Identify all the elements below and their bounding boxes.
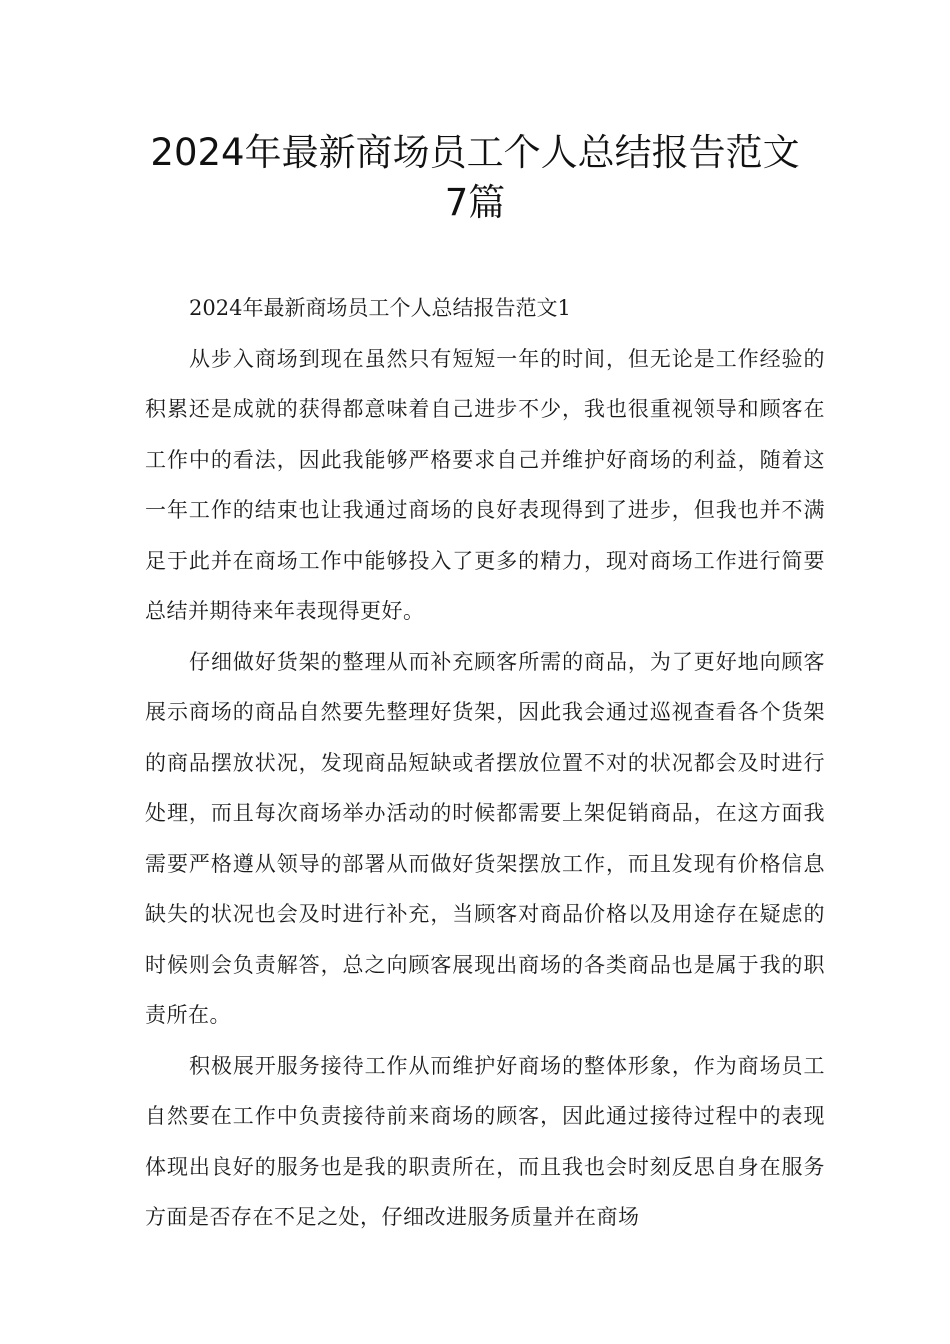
title-line-1: 2024年最新商场员工个人总结报告范文 xyxy=(150,131,800,174)
paragraph-1: 从步入商场到现在虽然只有短短一年的时间，但无论是工作经验的积累还是成就的获得都意味着自己进步不少，我也很重视领导和顾客在工作中的看法，因此我能够严格要求自己并维护好商场的利益，随着这一年工作的结束也让我通过商场的良好表现得到了进步，但我也并不满足于此并在商场工作中能够投入了更多的精力，现对商场工作进行简要总结并期待来年表现得更好。 xyxy=(145,346,825,623)
document-body xyxy=(145,283,825,1243)
title-line-2: 7篇 xyxy=(444,181,506,224)
paragraph-2: 仔细做好货架的整理从而补充顾客所需的商品，为了更好地向顾客展示商场的商品自然要先整理好货架，因此我会通过巡视查看各个货架的商品摆放状况，发现商品短缺或者摆放位置不对的状况都会及时进行处理，而且每次商场举办活动的时候都需要上架促销商品，在这方面我需要严格遵从领导的部署从而做好货架摆放工作，而且发现有价格信息缺失的状况也会及时进行补充，当顾客对商品价格以及用途存在疑虑的时候则会负责解答，总之向顾客展现出商场的各类商品也是属于我的职责所在。 xyxy=(145,649,825,1027)
document-title xyxy=(100,128,850,228)
section-heading: 2024年最新商场员工个人总结报告范文1 xyxy=(189,296,571,320)
paragraph-3: 积极展开服务接待工作从而维护好商场的整体形象，作为商场员工自然要在工作中负责接待前来商场的顾客，因此通过接待过程中的表现体现出良好的服务也是我的职责所在，而且我也会时刻反思自身在服务方面是否存在不足之处，仔细改进服务质量并在商场 xyxy=(145,1053,825,1229)
